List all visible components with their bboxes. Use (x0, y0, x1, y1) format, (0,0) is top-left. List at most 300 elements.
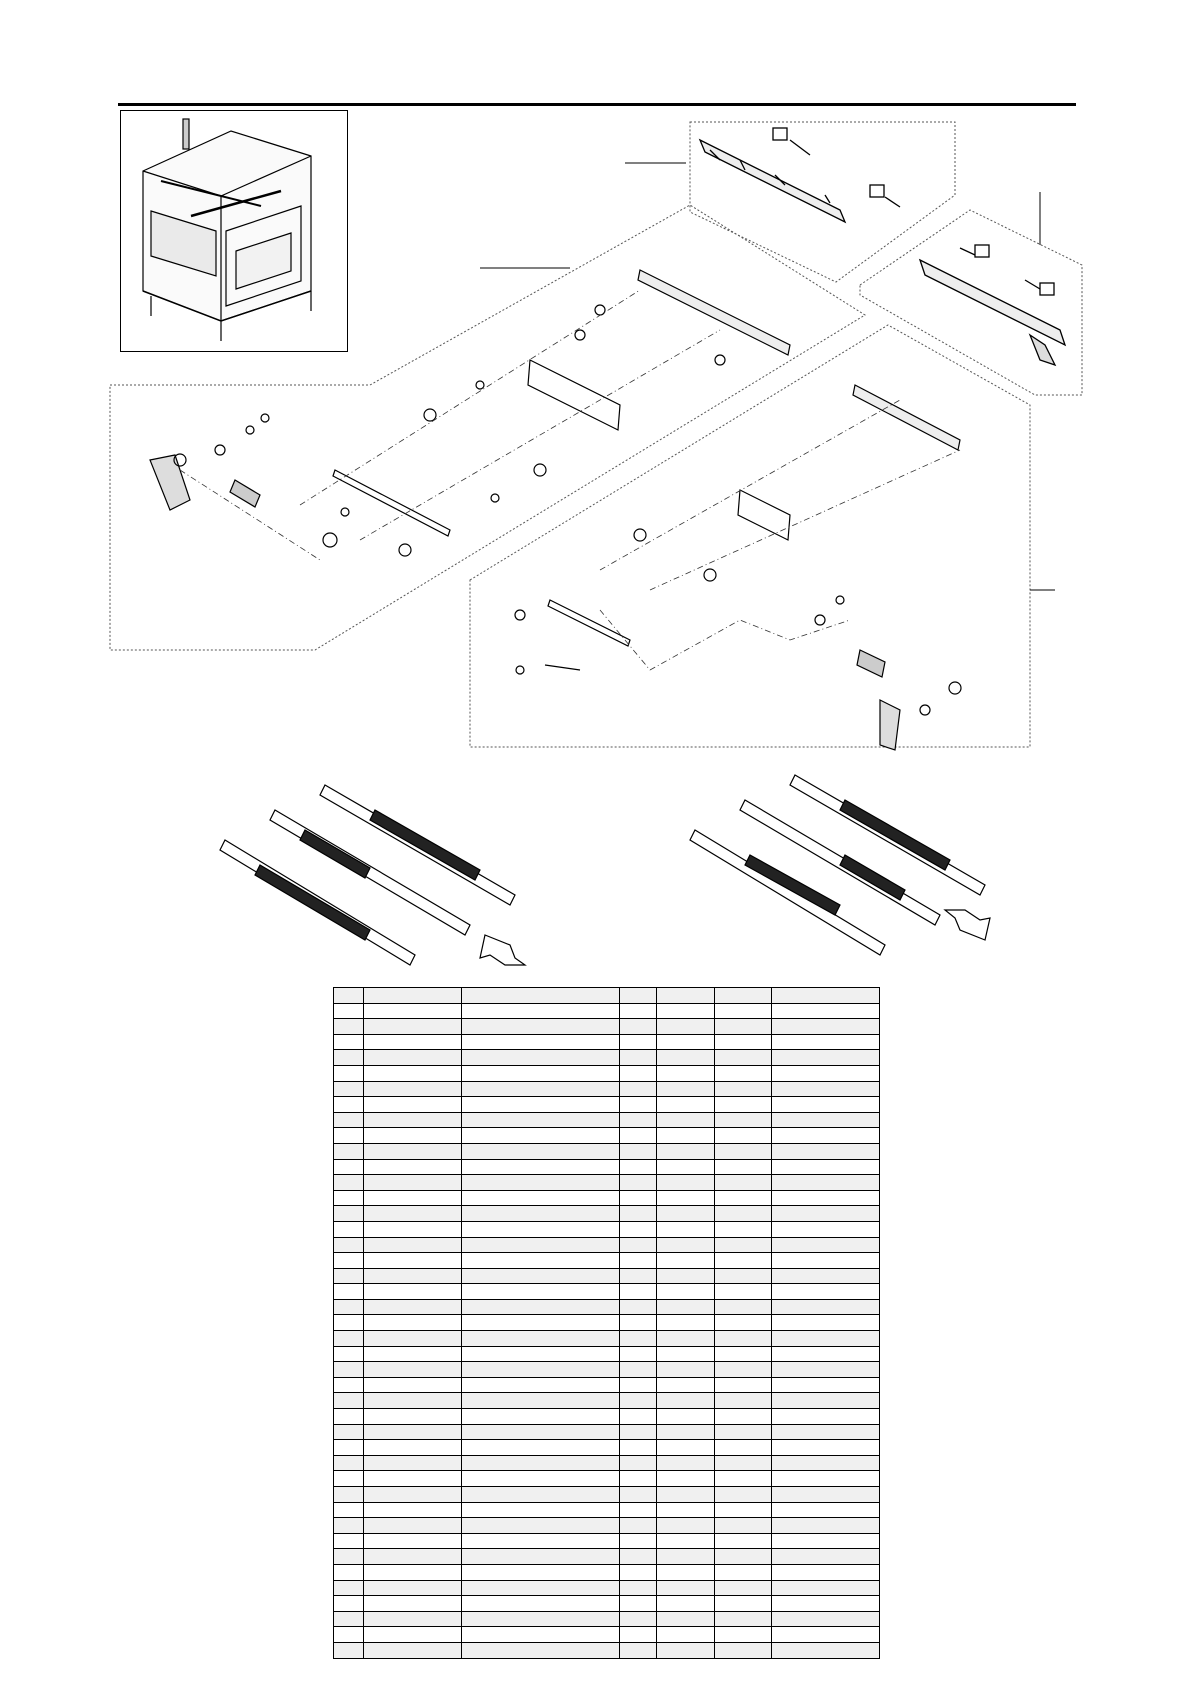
table-cell (620, 1253, 657, 1269)
table-cell (334, 1206, 364, 1222)
table-cell (364, 1549, 462, 1565)
table-cell (657, 1564, 715, 1580)
table-cell (462, 1112, 620, 1128)
table-cell (657, 1128, 715, 1144)
table-row (334, 1050, 880, 1066)
table-cell (462, 1377, 620, 1393)
table-cell (364, 1190, 462, 1206)
table-cell (715, 1642, 772, 1658)
table-cell (620, 1377, 657, 1393)
table-cell (772, 1549, 880, 1565)
table-cell (364, 1128, 462, 1144)
table-row (334, 1206, 880, 1222)
table-cell (462, 1237, 620, 1253)
table-cell (657, 1097, 715, 1113)
table-cell (462, 988, 620, 1004)
table-cell (620, 1128, 657, 1144)
table-row (334, 1471, 880, 1487)
table-cell (462, 1175, 620, 1191)
table-cell (657, 1533, 715, 1549)
table-cell (364, 1611, 462, 1627)
table-cell (772, 1533, 880, 1549)
table-cell (772, 1190, 880, 1206)
table-row (334, 1549, 880, 1565)
table-cell (772, 1346, 880, 1362)
table-cell (772, 1580, 880, 1596)
table-cell (364, 1518, 462, 1534)
table-cell (364, 1424, 462, 1440)
table-cell (657, 1221, 715, 1237)
table-cell (462, 1003, 620, 1019)
table-row (334, 1564, 880, 1580)
table-row (334, 1019, 880, 1035)
table-cell (462, 1346, 620, 1362)
table-cell (620, 1564, 657, 1580)
table-cell (772, 1487, 880, 1503)
table-row (334, 988, 880, 1004)
table-cell (657, 1003, 715, 1019)
table-cell (364, 1533, 462, 1549)
table-cell (620, 1346, 657, 1362)
table-cell (462, 1533, 620, 1549)
table-cell (462, 1206, 620, 1222)
table-cell (364, 1471, 462, 1487)
region-right (470, 325, 1030, 747)
table-cell (334, 1377, 364, 1393)
table-cell (657, 1081, 715, 1097)
table-cell (772, 1003, 880, 1019)
table-cell (462, 1159, 620, 1175)
table-cell (462, 1128, 620, 1144)
table-cell (772, 1627, 880, 1643)
table-cell (620, 1097, 657, 1113)
table-cell (715, 1564, 772, 1580)
table-cell (715, 1237, 772, 1253)
table-cell (364, 1019, 462, 1035)
table-cell (620, 1455, 657, 1471)
table-cell (772, 1221, 880, 1237)
table-cell (715, 1409, 772, 1425)
table-row (334, 1596, 880, 1612)
table-row (334, 1377, 880, 1393)
table-cell (620, 1034, 657, 1050)
table-cell (657, 1315, 715, 1331)
table-cell (364, 1393, 462, 1409)
table-cell (364, 1237, 462, 1253)
table-cell (364, 1377, 462, 1393)
table-cell (364, 1627, 462, 1643)
table-cell (620, 1284, 657, 1300)
table-cell (334, 988, 364, 1004)
table-cell (462, 1221, 620, 1237)
table-cell (657, 988, 715, 1004)
table-cell (334, 1034, 364, 1050)
table-cell (364, 1580, 462, 1596)
table-row (334, 1221, 880, 1237)
table-cell (657, 1518, 715, 1534)
table-cell (772, 1471, 880, 1487)
table-cell (715, 1549, 772, 1565)
table-cell (715, 1611, 772, 1627)
table-cell (462, 1611, 620, 1627)
table-cell (462, 1409, 620, 1425)
table-cell (334, 1097, 364, 1113)
table-cell (657, 1299, 715, 1315)
table-cell (334, 1081, 364, 1097)
table-cell (772, 1315, 880, 1331)
table-cell (334, 1315, 364, 1331)
table-cell (772, 1206, 880, 1222)
table-cell (462, 1362, 620, 1378)
table-cell (462, 1440, 620, 1456)
table-cell (715, 1596, 772, 1612)
rail-assembly-right (920, 245, 1065, 365)
table-cell (462, 1580, 620, 1596)
table-cell (334, 1518, 364, 1534)
table-cell (334, 1128, 364, 1144)
table-row (334, 1533, 880, 1549)
table-cell (620, 1221, 657, 1237)
table-row (334, 1409, 880, 1425)
table-cell (772, 1440, 880, 1456)
table-cell (657, 1019, 715, 1035)
table-cell (657, 1065, 715, 1081)
rail-assembly-left (150, 270, 790, 556)
table-cell (657, 1580, 715, 1596)
table-cell (772, 988, 880, 1004)
table-cell (462, 1034, 620, 1050)
table-cell (657, 1253, 715, 1269)
table-cell (772, 1596, 880, 1612)
table-row (334, 1299, 880, 1315)
table-row (334, 1190, 880, 1206)
table-cell (462, 1424, 620, 1440)
table-cell (715, 1221, 772, 1237)
table-cell (334, 1549, 364, 1565)
table-row (334, 1034, 880, 1050)
table-row (334, 1237, 880, 1253)
table-cell (657, 1143, 715, 1159)
table-cell (715, 1627, 772, 1643)
table-cell (620, 1065, 657, 1081)
table-cell (364, 1143, 462, 1159)
table-cell (364, 1331, 462, 1347)
table-cell (772, 1455, 880, 1471)
table-cell (772, 1284, 880, 1300)
table-cell (334, 1050, 364, 1066)
table-row (334, 1284, 880, 1300)
table-cell (364, 1315, 462, 1331)
table-cell (620, 1409, 657, 1425)
table-cell (462, 1564, 620, 1580)
table-cell (462, 1642, 620, 1658)
table-cell (715, 1175, 772, 1191)
table-cell (334, 1487, 364, 1503)
table-cell (462, 1253, 620, 1269)
table-cell (620, 1112, 657, 1128)
table-cell (715, 1143, 772, 1159)
table-cell (462, 1393, 620, 1409)
table-cell (772, 1502, 880, 1518)
table-cell (657, 1549, 715, 1565)
table-cell (772, 1065, 880, 1081)
table-cell (364, 1221, 462, 1237)
table-cell (364, 1065, 462, 1081)
rail-assembly-top (700, 128, 900, 222)
table-cell (462, 1549, 620, 1565)
table-cell (364, 1097, 462, 1113)
table-cell (620, 1237, 657, 1253)
table-cell (364, 1642, 462, 1658)
table-cell (334, 1455, 364, 1471)
table-cell (715, 1315, 772, 1331)
table-cell (334, 1065, 364, 1081)
table-cell (620, 1424, 657, 1440)
table-cell (334, 1362, 364, 1378)
table-cell (657, 1237, 715, 1253)
table-row (334, 1175, 880, 1191)
table-row (334, 1081, 880, 1097)
table-row (334, 1331, 880, 1347)
table-cell (772, 1642, 880, 1658)
table-cell (334, 1502, 364, 1518)
table-row (334, 1642, 880, 1658)
table-row (334, 1253, 880, 1269)
table-cell (657, 1362, 715, 1378)
table-row (334, 1315, 880, 1331)
table-cell (364, 1487, 462, 1503)
table-cell (462, 1596, 620, 1612)
table-cell (715, 1190, 772, 1206)
table-cell (715, 1362, 772, 1378)
table-cell (620, 1471, 657, 1487)
table-cell (364, 1284, 462, 1300)
table-cell (715, 1424, 772, 1440)
table-cell (334, 1611, 364, 1627)
table-cell (657, 1175, 715, 1191)
table-cell (657, 1159, 715, 1175)
table-cell (715, 1253, 772, 1269)
table-cell (462, 1455, 620, 1471)
table-cell (657, 1627, 715, 1643)
table-cell (772, 1377, 880, 1393)
table-cell (715, 1580, 772, 1596)
table-cell (772, 1393, 880, 1409)
table-cell (334, 1642, 364, 1658)
table-cell (620, 1175, 657, 1191)
table-row (334, 1580, 880, 1596)
table-cell (334, 1003, 364, 1019)
table-row (334, 1362, 880, 1378)
table-cell (715, 1081, 772, 1097)
table-row (334, 1143, 880, 1159)
table-cell (462, 1331, 620, 1347)
parts-list-table (333, 987, 880, 1659)
table-cell (620, 1502, 657, 1518)
table-cell (462, 1299, 620, 1315)
table-cell (715, 1128, 772, 1144)
table-cell (715, 1455, 772, 1471)
table-cell (334, 1299, 364, 1315)
table-cell (772, 1081, 880, 1097)
table-row (334, 1611, 880, 1627)
table-cell (364, 1596, 462, 1612)
table-cell (620, 1627, 657, 1643)
table-cell (620, 1331, 657, 1347)
table-cell (772, 1175, 880, 1191)
table-cell (715, 1284, 772, 1300)
table-cell (462, 1502, 620, 1518)
table-cell (334, 1580, 364, 1596)
table-cell (620, 1487, 657, 1503)
table-cell (657, 1596, 715, 1612)
table-cell (620, 988, 657, 1004)
table-cell (715, 1518, 772, 1534)
table-cell (620, 1003, 657, 1019)
table-cell (462, 1627, 620, 1643)
table-cell (364, 1112, 462, 1128)
table-cell (715, 1003, 772, 1019)
table-cell (715, 1206, 772, 1222)
table-cell (715, 1331, 772, 1347)
table-row (334, 1112, 880, 1128)
table-row (334, 1159, 880, 1175)
table-cell (657, 1346, 715, 1362)
table-cell (657, 1377, 715, 1393)
table-cell (462, 1065, 620, 1081)
table-cell (334, 1237, 364, 1253)
table-cell (364, 1050, 462, 1066)
table-cell (620, 1206, 657, 1222)
table-cell (364, 1564, 462, 1580)
table-cell (715, 1487, 772, 1503)
table-cell (620, 1596, 657, 1612)
table-cell (462, 1268, 620, 1284)
table-cell (715, 1019, 772, 1035)
table-cell (334, 1159, 364, 1175)
table-cell (620, 1533, 657, 1549)
table-cell (715, 1097, 772, 1113)
rail-set-right (690, 775, 990, 955)
table-cell (772, 1112, 880, 1128)
table-cell (334, 1268, 364, 1284)
table-cell (657, 1440, 715, 1456)
table-cell (772, 1424, 880, 1440)
region-left (110, 205, 865, 650)
table-cell (657, 1190, 715, 1206)
table-cell (772, 1362, 880, 1378)
table-cell (772, 1034, 880, 1050)
table-cell (364, 1299, 462, 1315)
table-cell (462, 1518, 620, 1534)
table-cell (657, 1050, 715, 1066)
table-cell (657, 1409, 715, 1425)
table-cell (657, 1611, 715, 1627)
table-row (334, 1346, 880, 1362)
table-cell (334, 1409, 364, 1425)
table-cell (657, 1331, 715, 1347)
table-cell (715, 1268, 772, 1284)
rail-set-left (220, 785, 525, 965)
table-cell (620, 1393, 657, 1409)
table-cell (334, 1440, 364, 1456)
table-cell (462, 1143, 620, 1159)
table-cell (657, 1487, 715, 1503)
table-row (334, 1065, 880, 1081)
table-row (334, 1487, 880, 1503)
table-cell (657, 1455, 715, 1471)
table-cell (364, 1346, 462, 1362)
table-cell (657, 1393, 715, 1409)
table-cell (772, 1019, 880, 1035)
table-cell (715, 1299, 772, 1315)
table-cell (334, 1393, 364, 1409)
table-cell (334, 1424, 364, 1440)
region-far-right (860, 210, 1082, 395)
table-cell (772, 1128, 880, 1144)
table-cell (364, 1253, 462, 1269)
table-cell (364, 1440, 462, 1456)
table-cell (364, 1268, 462, 1284)
table-cell (772, 1097, 880, 1113)
table-cell (462, 1471, 620, 1487)
table-cell (620, 1019, 657, 1035)
table-cell (715, 1471, 772, 1487)
table-row (334, 1268, 880, 1284)
table-cell (364, 1362, 462, 1378)
table-cell (772, 1518, 880, 1534)
rail-assembly-right-lower (515, 385, 961, 750)
table-cell (334, 1346, 364, 1362)
table-cell (657, 1424, 715, 1440)
table-row (334, 1097, 880, 1113)
table-cell (620, 1440, 657, 1456)
table-cell (715, 1346, 772, 1362)
table-cell (657, 1284, 715, 1300)
table-row (334, 1502, 880, 1518)
table-row (334, 1518, 880, 1534)
table-cell (657, 1268, 715, 1284)
table-cell (334, 1175, 364, 1191)
table-cell (772, 1050, 880, 1066)
table-cell (364, 1206, 462, 1222)
table-cell (715, 1393, 772, 1409)
table-cell (772, 1611, 880, 1627)
table-cell (620, 1580, 657, 1596)
table-cell (334, 1564, 364, 1580)
table-cell (334, 1331, 364, 1347)
table-cell (657, 1112, 715, 1128)
table-cell (462, 1487, 620, 1503)
table-row (334, 1393, 880, 1409)
table-cell (620, 1159, 657, 1175)
table-cell (334, 1284, 364, 1300)
table-cell (334, 1596, 364, 1612)
table-cell (620, 1549, 657, 1565)
table-cell (364, 1502, 462, 1518)
table-cell (364, 1175, 462, 1191)
table-cell (715, 1440, 772, 1456)
table-cell (364, 1034, 462, 1050)
table-cell (715, 1377, 772, 1393)
table-cell (364, 1081, 462, 1097)
table-cell (620, 1362, 657, 1378)
table-cell (364, 988, 462, 1004)
table-cell (334, 1471, 364, 1487)
table-cell (620, 1518, 657, 1534)
table-cell (657, 1034, 715, 1050)
table-cell (334, 1112, 364, 1128)
